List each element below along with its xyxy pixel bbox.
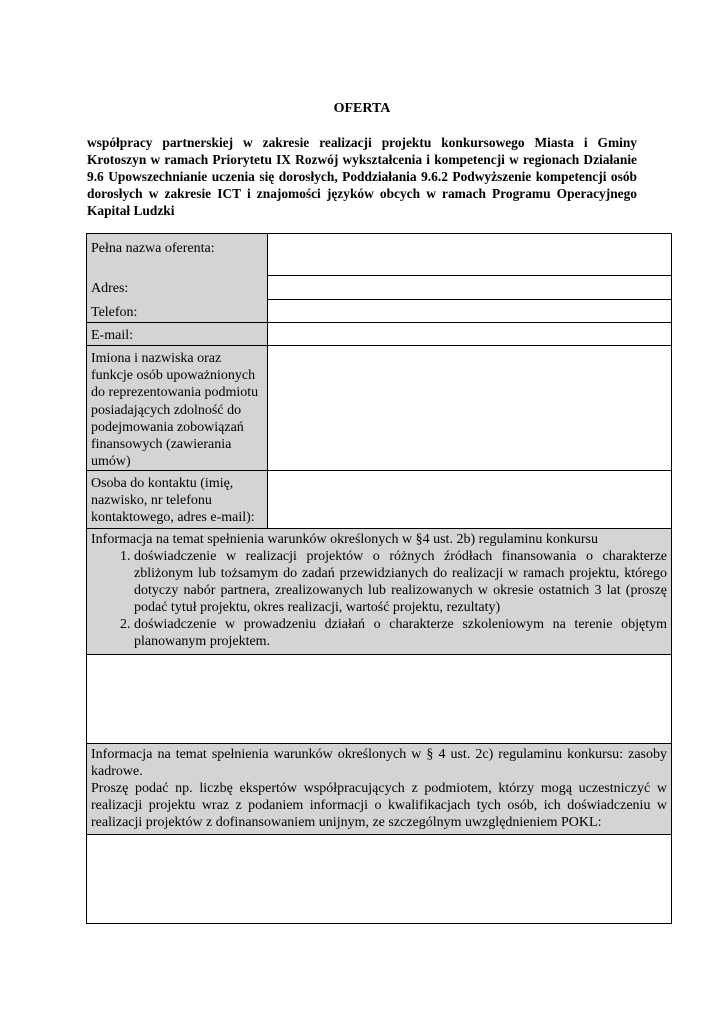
row-divider [267, 275, 671, 276]
input-email[interactable] [268, 324, 671, 344]
row-divider [87, 322, 671, 323]
document-title: OFERTA [333, 101, 391, 116]
label-address: Adres: [91, 281, 129, 296]
row-divider [87, 834, 671, 835]
document-subtitle: współpracy partnerskiej w zakresie realizacji projektu konkursowego Miasta i Gminy Krotoszyn w ramach Priorytetu IX Rozwój wykształcenia i kompetencji w regionach Działanie 9.6 Upowszechnianie uczenia się dorosłych, Poddziałania 9.6.2 Podwyższenie kompetencji osób dorosłych w zakresie ICT i znajomości języków obcych w ramach Programu Operacyjnego Kapitał Ludzki [87, 135, 637, 218]
input-section-staff[interactable] [87, 835, 671, 923]
input-contact-person[interactable] [268, 472, 671, 525]
section-experience [87, 529, 671, 654]
row-divider [267, 299, 671, 300]
row-divider [87, 345, 671, 346]
label-contact-person: Osoba do kontaktu (imię, nazwisko, nr telefonu kontaktowego, adres e-mail): [91, 476, 255, 525]
row-divider [87, 470, 671, 471]
label-phone: Telefon: [91, 305, 138, 320]
row-divider [87, 743, 671, 744]
row-divider [87, 528, 671, 529]
input-full-name[interactable] [268, 236, 671, 275]
label-email: E-mail: [91, 328, 133, 343]
label-full-name: Pełna nazwa oferenta: [91, 241, 215, 256]
section-staff [87, 744, 671, 834]
label-representatives: Imiona i nazwiska oraz funkcje osób upoważnionych do reprezentowania podmiotu posiadających zdolność do podejmowania zobowiązań finansowych (zawierania umów) [91, 351, 259, 470]
input-phone[interactable] [268, 301, 671, 322]
section-staff-heading: Informacja na temat spełnienia warunków określonych w § 4 ust. 2c) regulaminu konkursu: zasoby kadrowe. [91, 747, 667, 779]
section-experience-heading: Informacja na temat spełnienia warunków określonych w §4 ust. 2b) regulaminu konkursu [91, 532, 598, 547]
row-divider [87, 654, 671, 655]
section-experience-list [91, 548, 667, 650]
input-address[interactable] [268, 277, 671, 298]
offer-form-table [86, 233, 672, 924]
list-item: 2. doświadczenie w prowadzeniu działań o charakterze szkoleniowym na terenie objętym planowanym projektem. [134, 616, 667, 650]
input-representatives[interactable] [268, 347, 671, 469]
list-item: 1. doświadczenie w realizacji projektów o różnych źródłach finansowania o charakterze zbliżonym lub tożsamym do zadań przewidzianych do realizacji w ramach projektu, którego dotyczy nabór partnera, zrealizowanych lub realizowanych w okresie ostatnich 3 lat (proszę podać tytuł projektu, okres realizacji, wartość projektu, rezultaty) [134, 548, 667, 616]
column-divider [267, 234, 268, 528]
input-section-experience[interactable] [87, 655, 671, 743]
section-staff-body: Proszę podać np. liczbę ekspertów współpracujących z podmiotem, którzy mogą uczestniczyć w realizacji projektu wraz z podaniem informacji o kwalifikacjach tych osób, ich doświadczeniu w realizacji projektów z dofinansowaniem unijnym, ze szczególnym uwzględnieniem POKL: [91, 781, 667, 830]
